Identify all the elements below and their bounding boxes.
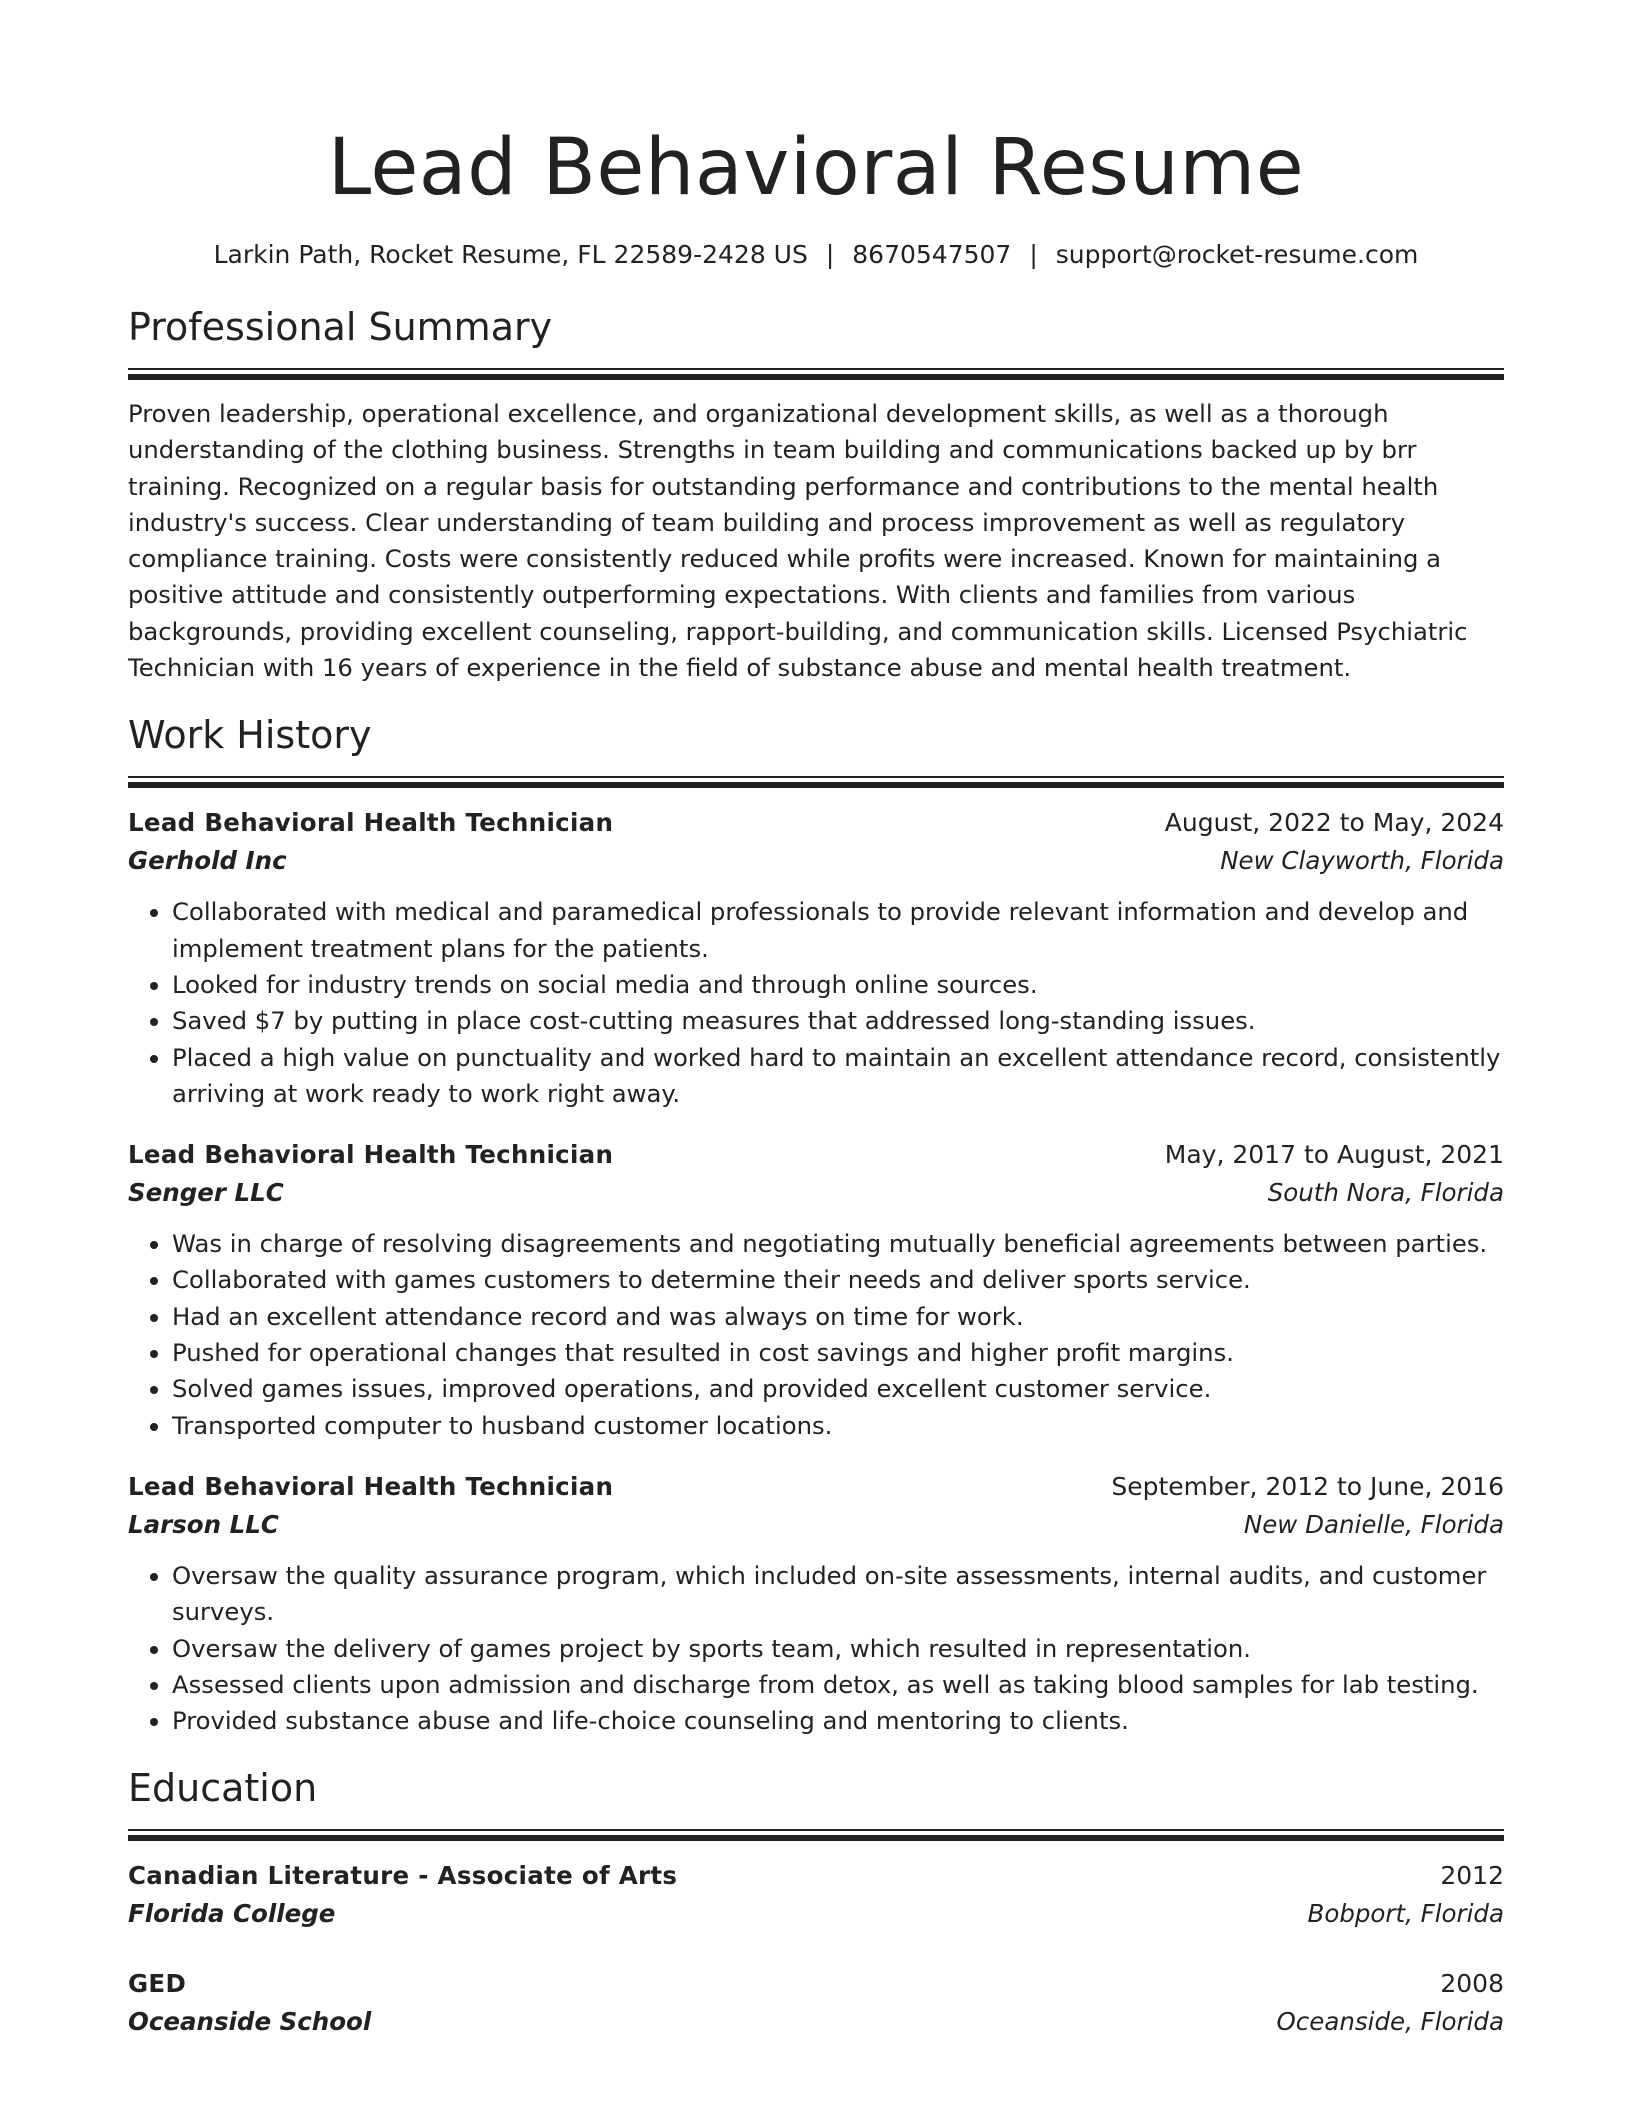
job-company: Larson LLC (128, 1509, 279, 1539)
job-header (128, 1468, 1504, 1506)
list-item: • Assessed clients upon admission and discharge from detox, as well as taking blood samples for lab testing. (172, 1667, 1504, 1703)
education-school: Oceanside School (128, 2007, 372, 2037)
list-item: • Oversaw the delivery of games project by sports team, which resulted in representation. (172, 1631, 1504, 1667)
job-location: South Nora, Florida (1267, 1178, 1504, 1208)
list-item: • Transported computer to husband customer locations. (172, 1408, 1504, 1444)
summary-text: Proven leadership, operational excellence, and organizational development skills, as well as a thorough understanding of the clothing business. Strengths in team building and communications backed up by brr training. Recognized on a regular basis for outstanding performance and contributions to the mental health industry's success. Clear understanding of team building and process improvement as well as regulatory compliance training. Costs were consistently reduced while profits were increased. Known for maintaining a positive attitude and consistently outperforming expectations. With clients and families from various backgrounds, providing excellent counseling, rapport-building, and communication skills. Licensed Psychiatric Technician with 16 years of experience in the field of substance abuse and mental health treatment. (128, 399, 1468, 683)
job-company: Gerhold Inc (128, 846, 287, 876)
job-location: New Danielle, Florida (1243, 1509, 1504, 1539)
job-location: New Clayworth, Florida (1220, 846, 1504, 876)
job-dates: September, 2012 to June, 2016 (1111, 1471, 1504, 1501)
contact-phone: 8670547507 (852, 240, 1012, 269)
education-year: 2008 (1440, 1969, 1504, 1999)
list-item: • Collaborated with games customers to determine their needs and deliver sports service. (172, 1262, 1504, 1298)
education-degree: GED (128, 1969, 187, 1999)
education-header (128, 1857, 1504, 1895)
contact-address: Larkin Path, Rocket Resume, FL 22589-2428 US (213, 240, 808, 269)
contact-separator: | (825, 240, 835, 269)
job-subheader (128, 1506, 1504, 1544)
contact-separator: | (1029, 240, 1038, 269)
education-entry (128, 1965, 1504, 2041)
contact-email: support@rocket-resume.com (1055, 240, 1419, 269)
contact-line (128, 238, 1504, 272)
education-year: 2012 (1440, 1861, 1504, 1891)
job-bullets (128, 1226, 1504, 1444)
job-dates: May, 2017 to August, 2021 (1164, 1140, 1504, 1170)
education-heading: Education (128, 1766, 318, 1811)
list-item: • Saved $7 by putting in place cost-cutting measures that addressed long-standing issues. (172, 1003, 1504, 1039)
list-item: • Oversaw the quality assurance program, which included on-site assessments, internal audits, and customer surveys. (172, 1558, 1504, 1631)
education-degree: Canadian Literature - Associate of Arts (128, 1861, 678, 1891)
resume-page (128, 0, 1504, 2041)
list-item: • Solved games issues, improved operations, and provided excellent customer service. (172, 1371, 1504, 1407)
job-bullets (128, 894, 1504, 1112)
job-entry (128, 1136, 1504, 1444)
list-item: • Pushed for operational changes that resulted in cost savings and higher profit margins. (172, 1335, 1504, 1371)
job-title: Lead Behavioral Health Technician (128, 1471, 614, 1501)
education-location: Bobport, Florida (1307, 1899, 1504, 1929)
job-dates: August, 2022 to May, 2024 (1164, 808, 1504, 838)
job-bullets (128, 1558, 1504, 1739)
summary-section (128, 302, 1504, 686)
work-section (128, 710, 1504, 1739)
job-subheader (128, 1174, 1504, 1212)
job-title: Lead Behavioral Health Technician (128, 1140, 614, 1170)
job-entry (128, 1468, 1504, 1739)
education-entry (128, 1857, 1504, 1933)
list-item: • Placed a high value on punctuality and worked hard to maintain an excellent attendance record, consistently arriving at work ready to work right away. (172, 1040, 1504, 1113)
education-school: Florida College (128, 1899, 336, 1929)
list-item: • Provided substance abuse and life-choice counseling and mentoring to clients. (172, 1703, 1504, 1739)
job-header (128, 804, 1504, 842)
summary-heading: Professional Summary (128, 305, 553, 349)
education-subheader (128, 2003, 1504, 2041)
job-title: Lead Behavioral Health Technician (128, 808, 614, 838)
job-subheader (128, 842, 1504, 880)
job-entry (128, 804, 1504, 1112)
work-heading: Work History (128, 713, 372, 758)
list-item: • Had an excellent attendance record and was always on time for work. (172, 1299, 1504, 1335)
education-section (128, 1763, 1504, 2041)
list-item: • Looked for industry trends on social media and through online sources. (172, 967, 1504, 1003)
section-divider (128, 368, 1504, 380)
resume-name: Lead Behavioral Resume (327, 123, 1305, 213)
list-item: • Was in charge of resolving disagreements and negotiating mutually beneficial agreements between parties. (172, 1226, 1504, 1262)
education-header (128, 1965, 1504, 2003)
job-company: Senger LLC (128, 1178, 284, 1208)
list-item: • Collaborated with medical and paramedical professionals to provide relevant information and develop and implement treatment plans for the patients. (172, 894, 1504, 967)
section-divider (128, 1829, 1504, 1841)
education-location: Oceanside, Florida (1276, 2007, 1504, 2037)
education-subheader (128, 1895, 1504, 1933)
job-header (128, 1136, 1504, 1174)
section-divider (128, 776, 1504, 788)
